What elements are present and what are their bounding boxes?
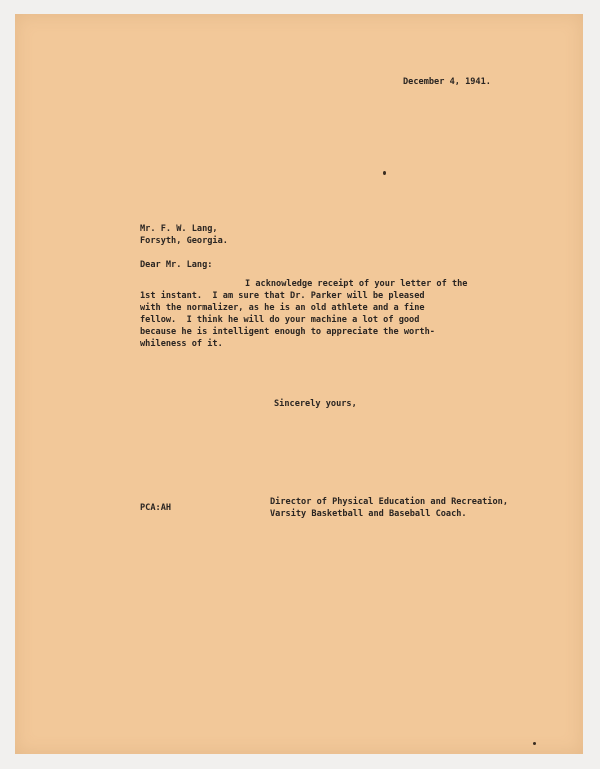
ink-speck <box>533 742 536 745</box>
body-line: fellow. I think he will do your machine a lot of good <box>140 315 420 325</box>
body-line: 1st instant. I am sure that Dr. Parker will be pleased <box>140 291 425 301</box>
body-line: I acknowledge receipt of your letter of the <box>245 279 468 289</box>
signature-title: Varsity Basketball and Baseball Coach. <box>270 509 467 519</box>
letter-sheet <box>15 14 583 754</box>
signature-title: Director of Physical Education and Recreation, <box>270 497 508 507</box>
letter-date: December 4, 1941. <box>403 77 491 87</box>
ink-speck <box>383 171 386 175</box>
body-line: because he is intelligent enough to appreciate the worth- <box>140 327 435 337</box>
closing: Sincerely yours, <box>274 399 357 409</box>
body-line: with the normalizer, as he is an old athlete and a fine <box>140 303 425 313</box>
recipient-city: Forsyth, Georgia. <box>140 236 228 246</box>
recipient-name: Mr. F. W. Lang, <box>140 224 218 234</box>
body-line: whileness of it. <box>140 339 223 349</box>
salutation: Dear Mr. Lang: <box>140 260 213 270</box>
reference-initials: PCA:AH <box>140 503 172 513</box>
